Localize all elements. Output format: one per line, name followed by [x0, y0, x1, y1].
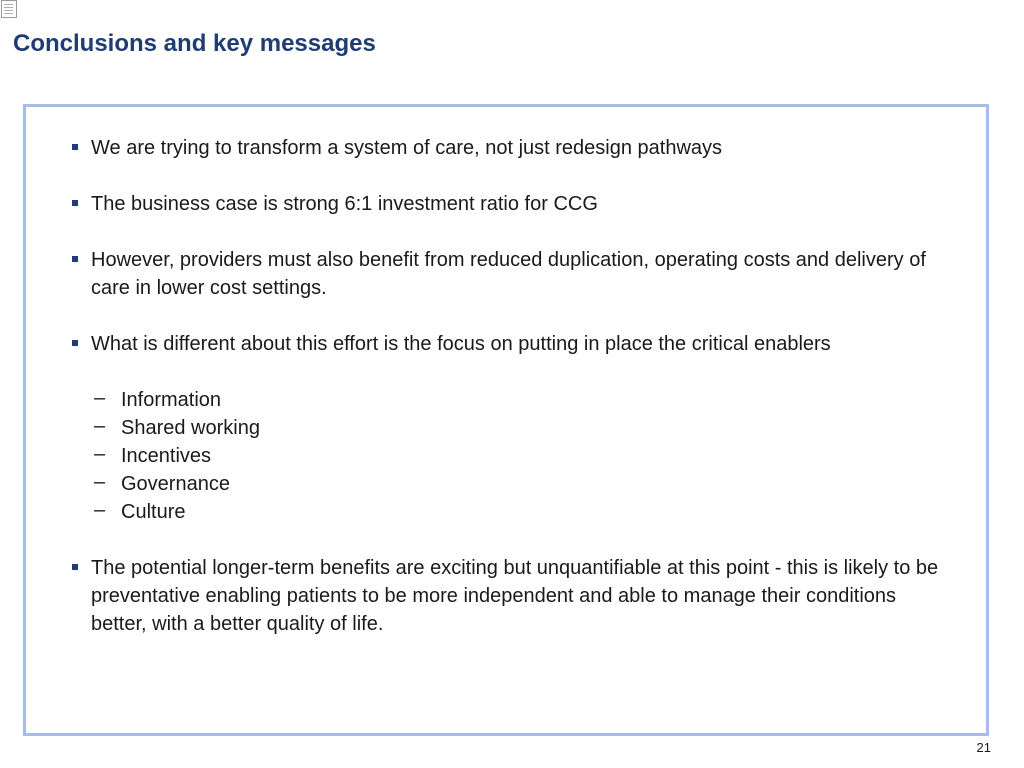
- enabler-item: [70, 386, 950, 414]
- bullet-item: [70, 246, 950, 302]
- bullet-text: We are trying to transform a system of care, not just redesign pathways: [91, 137, 723, 159]
- page-number: 21: [976, 740, 991, 755]
- slide-title: Conclusions and key messages: [13, 30, 376, 57]
- square-bullet-icon: [72, 256, 78, 262]
- enabler-item: [70, 498, 950, 526]
- enabler-text: Culture: [121, 501, 186, 523]
- square-bullet-icon: [72, 564, 78, 570]
- bullet-item: [70, 190, 950, 218]
- content-box: [23, 104, 989, 736]
- enabler-item: [70, 442, 950, 470]
- enablers-sublist-container: [70, 386, 950, 526]
- dash-bullet-icon: –: [94, 415, 106, 437]
- enabler-item: [70, 414, 950, 442]
- enabler-text: Shared working: [121, 417, 260, 439]
- bullet-text: The potential longer-term benefits are exciting but unquantifiable at this point - this is likely to be preventative enabling patients to be more independent and able to manage their conditions better, with a better quality of life.: [91, 557, 939, 635]
- dash-bullet-icon: –: [94, 471, 106, 493]
- square-bullet-icon: [72, 340, 78, 346]
- bullet-item: [70, 554, 950, 638]
- bullet-list: [70, 134, 950, 666]
- square-bullet-icon: [72, 200, 78, 206]
- enabler-item: [70, 470, 950, 498]
- bullet-text: However, providers must also benefit from reduced duplication, operating costs and delivery of care in lower cost settings.: [91, 249, 926, 299]
- enabler-text: Governance: [121, 473, 230, 495]
- dash-bullet-icon: –: [94, 443, 106, 465]
- bullet-item: [70, 134, 950, 162]
- enabler-text: Information: [121, 389, 222, 411]
- bullet-text: What is different about this effort is the focus on putting in place the critical enablers: [91, 333, 831, 355]
- square-bullet-icon: [72, 144, 78, 150]
- dash-bullet-icon: –: [94, 387, 106, 409]
- enablers-sublist: [70, 386, 950, 526]
- document-icon: [1, 0, 17, 18]
- bullet-text: The business case is strong 6:1 investment ratio for CCG: [91, 193, 598, 215]
- enabler-text: Incentives: [121, 445, 212, 467]
- bullet-item: [70, 330, 950, 358]
- dash-bullet-icon: –: [94, 499, 106, 521]
